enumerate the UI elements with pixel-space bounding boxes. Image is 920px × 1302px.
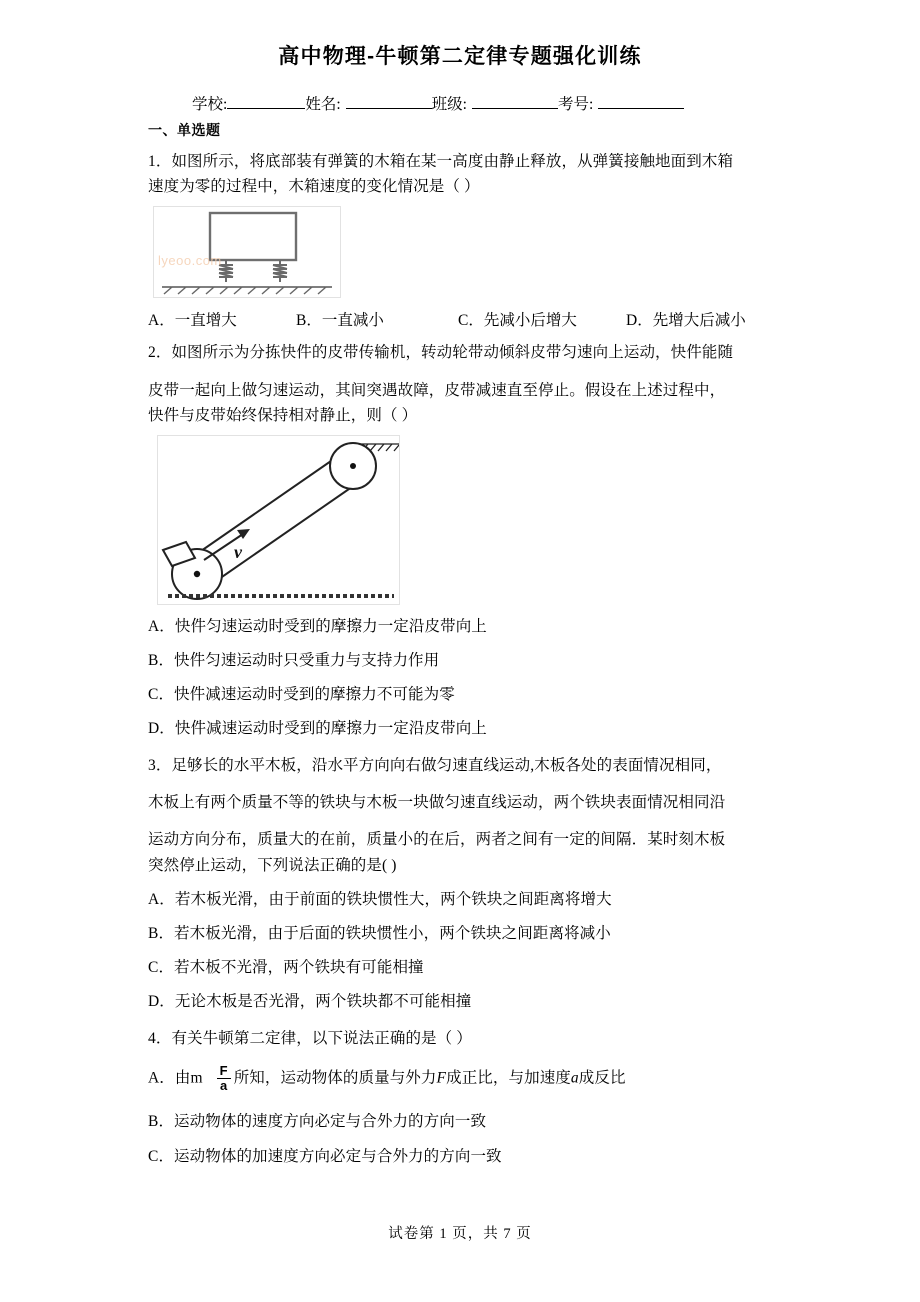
conveyor-belt-figure	[157, 435, 400, 605]
header-field-school	[192, 96, 305, 113]
left-spring-icon	[219, 260, 233, 282]
section-heading: 一、单选题	[148, 122, 221, 139]
spring-box-diagram	[154, 207, 340, 297]
header-field-examno	[558, 96, 684, 113]
question-2-stem-line-3: 快件与皮带始终保持相对静止，则（ ）	[148, 406, 418, 424]
header-label-school: 学校:	[192, 96, 228, 114]
header-label-class: 班级:	[431, 96, 467, 114]
question-2-stem	[148, 340, 772, 427]
header-blank-examno[interactable]	[598, 95, 684, 109]
question-1-option-d[interactable]: D．先增大后减小	[626, 312, 746, 330]
question-1-options	[148, 308, 772, 330]
question-4-option-a-prefix: A．由m	[148, 1069, 203, 1087]
question-4	[148, 1026, 772, 1169]
header-blank-name[interactable]	[346, 95, 432, 109]
question-4-option-a-suffix-3: 成反比	[578, 1069, 626, 1087]
question-2	[148, 340, 772, 741]
question-1-option-a[interactable]: A．一直增大	[148, 312, 237, 330]
figure-watermark: lyeoo.com	[158, 253, 222, 269]
question-4-options	[148, 1065, 772, 1169]
question-1-stem-line-1: 1．如图所示，将底部装有弹簧的木箱在某一高度由静止释放，从弹簧接触地面到木箱	[148, 153, 734, 171]
question-3-stem-line-4: 突然停止运动，下列说法正确的是( )	[148, 856, 397, 874]
variable-F: F	[436, 1069, 447, 1087]
question-3	[148, 753, 772, 1014]
question-1-stem-line-2: 速度为零的过程中，木箱速度的变化情况是（ ）	[148, 178, 480, 196]
question-1	[148, 149, 772, 330]
header-field-name	[305, 96, 431, 113]
question-4-option-c[interactable]: C．运动物体的加速度方向必定与合外力的方向一致	[148, 1147, 502, 1165]
question-1-stem	[148, 149, 772, 199]
conveyor-belt-diagram	[158, 436, 399, 604]
question-3-options	[148, 887, 772, 1014]
student-info-header	[148, 92, 772, 114]
fraction-denominator: a	[217, 1078, 231, 1093]
question-3-option-b[interactable]: B．若木板光滑，由于后面的铁块惯性小，两个铁块之间距离将减小	[148, 924, 611, 942]
question-1-option-b[interactable]: B．一直减小	[296, 312, 384, 330]
upper-pulley-icon	[330, 443, 376, 489]
question-2-options	[148, 614, 772, 741]
question-3-stem-line-2: 木板上有两个质量不等的铁块与木板一块做匀速直线运动，两个铁块表面情况相同沿	[148, 794, 726, 812]
page-footer: 试卷第 1 页，共 7 页	[388, 1226, 532, 1242]
velocity-label: v	[234, 541, 242, 562]
header-label-name: 姓名:	[305, 96, 341, 114]
formula-fraction-f-over-a	[217, 1064, 231, 1092]
question-2-option-a[interactable]: A．快件匀速运动时受到的摩擦力一定沿皮带向上	[148, 617, 487, 635]
question-3-option-c[interactable]: C．若木板不光滑，两个铁块有可能相撞	[148, 958, 424, 976]
question-4-option-a-suffix-2: 成正比，与加速度	[446, 1069, 571, 1087]
question-2-option-c[interactable]: C．快件减速运动时受到的摩擦力不可能为零	[148, 685, 455, 703]
question-4-option-b[interactable]: B．运动物体的速度方向必定与合外力的方向一致	[148, 1113, 487, 1131]
question-3-stem-line-1: 3．足够长的水平木板，沿水平方向向右做匀速直线运动,木板各处的表面情况相同，	[148, 757, 722, 775]
question-2-option-d[interactable]: D．快件减速运动时受到的摩擦力一定沿皮带向上	[148, 720, 487, 738]
header-field-class	[432, 96, 558, 113]
question-3-option-d[interactable]: D．无论木板是否光滑，两个铁块都不可能相撞	[148, 992, 472, 1010]
question-3-option-a[interactable]: A．若木板光滑，由于前面的铁块惯性大，两个铁块之间距离将增大	[148, 890, 612, 908]
question-3-stem	[148, 753, 772, 877]
question-1-option-c[interactable]: C．先减小后增大	[458, 312, 577, 330]
question-2-stem-line-1: 2．如图所示为分拣快件的皮带传输机，转动轮带动倾斜皮带匀速向上运动，快件能随	[148, 344, 734, 362]
question-4-option-a-suffix-1: 所知，运动物体的质量与外力	[233, 1069, 437, 1087]
question-2-stem-line-2: 皮带一起向上做匀速运动，其间突遇故障，皮带减速直至停止。假设在上述过程中，	[148, 381, 726, 399]
question-4-stem	[148, 1026, 772, 1051]
header-blank-class[interactable]	[472, 95, 558, 109]
fraction-numerator: F	[219, 1063, 228, 1079]
question-3-stem-line-3: 运动方向分布，质量大的在前，质量小的在后，两者之间有一定的间隔．某时刻木板	[148, 831, 726, 849]
variable-a: a	[570, 1069, 579, 1087]
page-title: 高中物理-牛顿第二定律专题强化训练	[278, 45, 642, 68]
spring-box-figure	[153, 206, 341, 298]
question-4-option-a[interactable]	[148, 1065, 772, 1093]
question-4-stem-line-1: 4．有关牛顿第二定律，以下说法正确的是（ ）	[148, 1030, 472, 1048]
header-blank-school[interactable]	[227, 95, 305, 109]
ground-hatching-icon	[162, 287, 332, 294]
right-spring-icon	[273, 260, 287, 282]
header-label-examno: 考号:	[557, 96, 594, 114]
question-2-option-b[interactable]: B．快件匀速运动时只受重力与支持力作用	[148, 651, 440, 669]
